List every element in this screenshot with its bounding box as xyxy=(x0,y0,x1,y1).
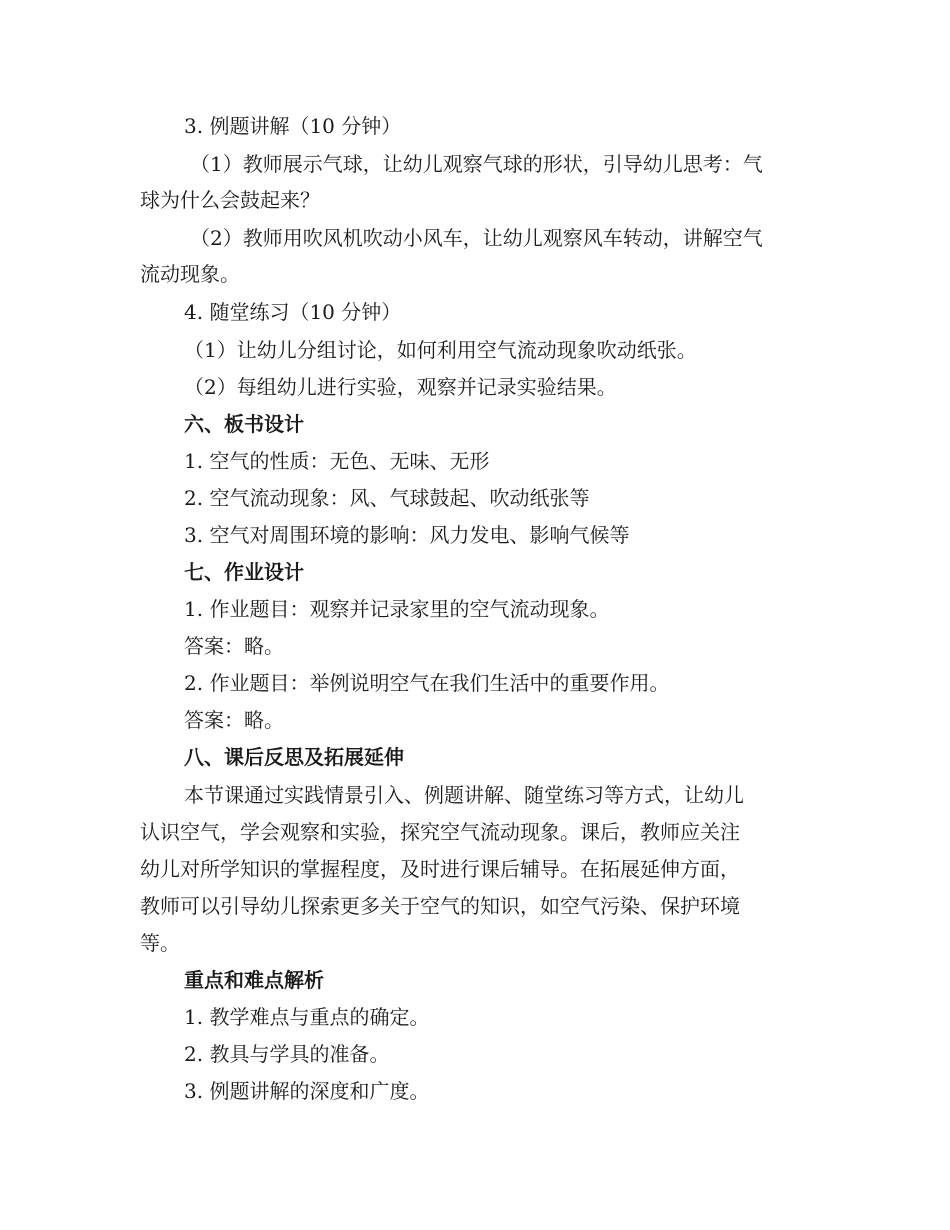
paragraph-line: 认识空气，学会观察和实验，探究空气流动现象。课后，教师应关注 xyxy=(140,820,740,844)
list-item: （1）让幼儿分组讨论，如何利用空气流动现象吹动纸张。 xyxy=(184,338,697,362)
paragraph-line: 等。 xyxy=(140,931,180,955)
section-heading-homework: 七、作业设计 xyxy=(184,560,304,584)
homework-question: 2. 作业题目：举例说明空气在我们生活中的重要作用。 xyxy=(184,671,670,695)
list-item: （2）每组幼儿进行实验，观察并记录实验结果。 xyxy=(184,375,617,399)
paragraph-line: 幼儿对所学知识的掌握程度，及时进行课后辅导。在拓展延伸方面， xyxy=(140,857,740,881)
list-item: 2. 空气流动现象：风、气球鼓起、吹动纸张等 xyxy=(184,486,590,510)
section-heading-practice: 4. 随堂练习（10 分钟） xyxy=(184,300,402,324)
homework-answer: 答案：略。 xyxy=(184,634,284,658)
paragraph-line: 流动现象。 xyxy=(140,262,240,286)
list-item: 2. 教具与学具的准备。 xyxy=(184,1042,390,1066)
paragraph-line: 本节课通过实践情景引入、例题讲解、随堂练习等方式，让幼儿 xyxy=(184,783,744,807)
list-item: 1. 教学难点与重点的确定。 xyxy=(184,1005,430,1029)
section-heading-key-points: 重点和难点解析 xyxy=(184,968,324,992)
section-heading-reflection: 八、课后反思及拓展延伸 xyxy=(184,745,404,769)
list-item: 1. 空气的性质：无色、无味、无形 xyxy=(184,449,490,473)
homework-question: 1. 作业题目：观察并记录家里的空气流动现象。 xyxy=(184,597,610,621)
section-heading-board-design: 六、板书设计 xyxy=(184,412,304,436)
paragraph-line: 球为什么会鼓起来？ xyxy=(140,188,320,212)
paragraph-line: （1）教师展示气球，让幼儿观察气球的形状，引导幼儿思考：气 xyxy=(190,152,763,176)
list-item: 3. 例题讲解的深度和广度。 xyxy=(184,1079,430,1103)
paragraph-line: （2）教师用吹风机吹动小风车，让幼儿观察风车转动，讲解空气 xyxy=(190,226,763,250)
section-heading-example-explanation: 3. 例题讲解（10 分钟） xyxy=(184,114,402,138)
paragraph-line: 教师可以引导幼儿探索更多关于空气的知识，如空气污染、保护环境 xyxy=(140,894,740,918)
homework-answer: 答案：略。 xyxy=(184,708,284,732)
list-item: 3. 空气对周围环境的影响：风力发电、影响气候等 xyxy=(184,523,630,547)
